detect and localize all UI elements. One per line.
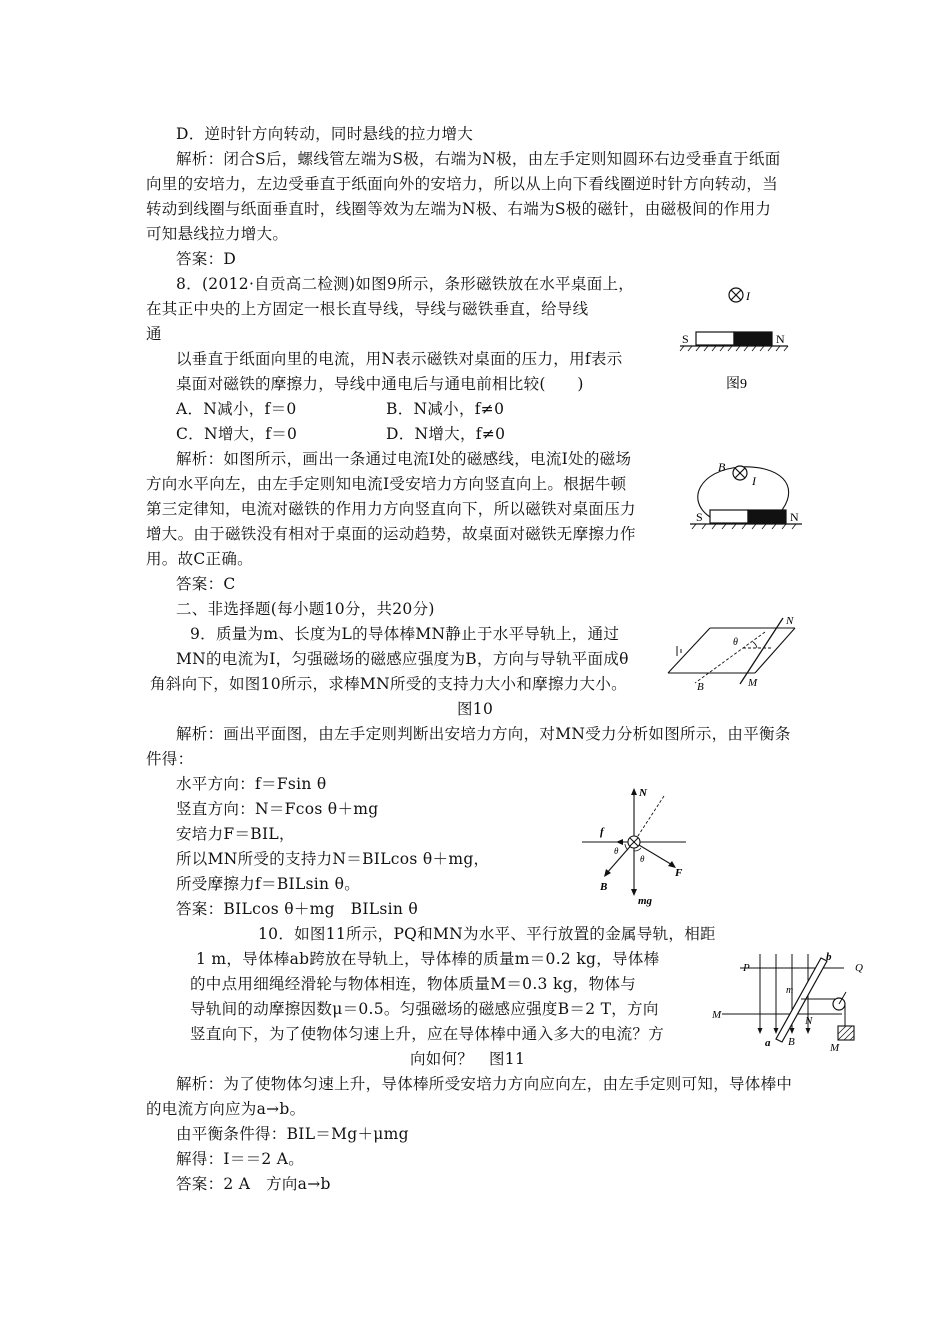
text-line: 可知悬线拉力增大。 [146,225,289,243]
text-line: D．逆时针方向转动，同时悬线的拉力增大 [176,125,474,143]
option-a: A．N减小，f＝0 [176,400,297,418]
figure-11 [708,948,874,1058]
option-d: D．N增大，f≠0 [386,425,506,443]
question-10-line: 10．如图11所示，PQ和MN为水平、平行放置的金属导轨，相距 [258,925,716,943]
answer-line: 答案：2 A 方向a→b [176,1175,331,1193]
text-line: 所受摩擦力f＝BILsin θ。 [176,875,360,893]
theta-label: θ [614,846,619,856]
label-field-b: B [788,1036,795,1048]
answer-line: 答案：C [176,575,236,593]
label-rod-mass: m [786,985,794,996]
figure-caption: 图10 [457,700,494,718]
text-line: 所以MN所受的支持力N＝BILcos θ＋mg， [176,850,490,868]
text-line: 解析：闭合S后，螺线管左端为S极，右端为N极，由左手定则知圆环右边受垂直于纸面 [176,150,781,168]
question-10-line: 竖直向下，为了使物体匀速上升，应在导体棒中通入多大的电流？方 [190,1025,665,1043]
label-f-friction: f [600,826,604,838]
magnet-n-half [734,332,772,345]
table-hatching [680,346,788,351]
label-b: B [697,681,704,692]
label-p: P [743,962,750,974]
text-line: 方向水平向左，由左手定则知电流I受安培力方向竖直向上。根据牛顿 [146,475,627,493]
normal-force-arrowhead [631,788,637,795]
answer-line: 答案：BILcos θ＋mg BILsin θ [176,900,419,918]
text-line: 转动到线圈与纸面垂直时，线圈等效为左端为N极、右端为S极的磁针，由磁极间的作用力 [146,200,772,218]
question-8-line: 以垂直于纸面向里的电流，用N表示磁铁对桌面的压力，用f表示 [176,350,623,368]
text-line: 解析：为了使物体匀速上升，导体棒所受安培力方向应向左，由左手定则可知，导体棒中 [176,1075,793,1093]
figure-9 [670,280,810,390]
label-mg: mg [638,895,653,907]
label-block-mass: M [830,1042,840,1054]
current-into-page-icon [729,288,743,302]
rail-left [668,628,710,673]
label-q: Q [855,962,863,974]
magnet-s-half [696,332,734,345]
pole-s-label: S [682,332,689,346]
pole-n-label: N [790,510,799,524]
friction-arrowhead [616,839,623,845]
current-into-page-icon [733,466,747,480]
field-dashed-upper [634,796,664,842]
question-10-line: 的中点用细绳经滑轮与物体相连，物体质量M＝0.3 kg，物体与 [190,975,637,993]
figure-9-solution [680,455,810,535]
question-9-line: 9．质量为m、长度为L的导体棒MN静止于水平导轨上，通过 [190,625,620,643]
text-line: 第三定律知，电流对磁铁的作用力方向竖直向下，所以磁铁对桌面压力 [146,500,636,518]
magnetic-field-lines [760,954,808,1030]
option-c: C．N增大，f＝0 [176,425,298,443]
magnet-s-half [710,510,748,523]
question-9-line: MN的电流为I，匀强磁场的磁感应强度为B，方向与导轨平面成θ [176,650,629,668]
label-b-end: b [826,951,832,963]
force-diagram [578,782,698,912]
text-line: 的电流方向应为a→b。 [146,1100,306,1118]
conductor-rod-ab [776,958,827,1042]
label-f-ampere: F [675,867,683,879]
current-label: I [746,289,750,303]
theta-label: θ [733,637,738,648]
label-a-end: a [765,1037,771,1049]
question-10-line: 1 m，导体棒ab跨放在导轨上，导体棒的质量m＝0.2 kg，导体棒 [196,950,660,968]
question-8-line: 在其正中央的上方固定一根长直导线，导线与磁铁垂直，给导线 [146,300,589,318]
text-line: 件得： [146,750,194,768]
text-line: 增大。由于磁铁没有相对于桌面的运动趋势，故桌面对磁铁无摩擦力作 [146,525,636,543]
gravity-arrowhead [631,889,637,896]
answer-line: 答案：D [176,250,237,268]
text-line: 水平方向：f＝Fsin θ [176,775,327,793]
theta-label: θ [640,854,645,864]
table-hatching [692,524,796,529]
angle-arc [753,642,757,648]
angle-arc [625,844,628,850]
text-line: 解得：I＝＝2 A。 [176,1150,305,1168]
option-b: B．N减小，f≠0 [386,400,505,418]
text-line: 解析：画出平面图，由左手定则判断出安培力方向，对MN受力分析如图所示，由平衡条 [176,725,791,743]
figure-9-caption: 图9 [726,377,747,390]
question-8-line: 通 [146,325,162,343]
field-line-b [695,632,765,683]
rail-right [755,628,795,673]
label-m-rail: M [712,1009,722,1021]
label-n: N [639,787,647,799]
question-8-line: 8．(2012·自贡高二检测)如图9所示，条形磁铁放在水平桌面上， [176,275,635,293]
pole-s-label: S [696,510,703,524]
question-10-line: 导轨间的动摩擦因数μ＝0.5。匀强磁场的磁感应强度B＝2 T，方向 [190,1000,659,1018]
text-line: 竖直方向：N＝Fcos θ＋mg [176,800,379,818]
current-label: I [752,474,756,488]
question-9-line: 角斜向下，如图10所示，求棒MN所受的支持力大小和摩擦力大小。 [150,675,627,693]
text-line: 用。故C正确。 [146,550,253,568]
question-8-line: 桌面对磁铁的摩擦力，导线中通电后与通电前相比较( ) [176,375,584,393]
label-m: M [748,677,758,689]
label-b: B [600,881,608,893]
text-line: 由平衡条件得：BIL＝Mg＋μmg [176,1125,409,1143]
question-10-line: 向如何？ 图11 [410,1050,526,1068]
text-line: 向里的安培力，左边受垂直于纸面向外的安培力，所以从上向下看线圈逆时针方向转动，当 [146,175,779,193]
label-n: N [786,615,794,627]
field-b-label: B [718,460,726,474]
text-line: 解析：如图所示，画出一条通过电流I处的磁感线，电流I处的磁场 [176,450,632,468]
pole-n-label: N [776,332,785,346]
section-heading: 二、非选择题(每小题10分，共20分) [176,600,435,618]
figure-10 [665,610,805,692]
text-line: 安培力F＝BIL， [176,825,295,843]
label-n-rail: N [805,1015,813,1027]
magnet-n-half [748,510,786,523]
